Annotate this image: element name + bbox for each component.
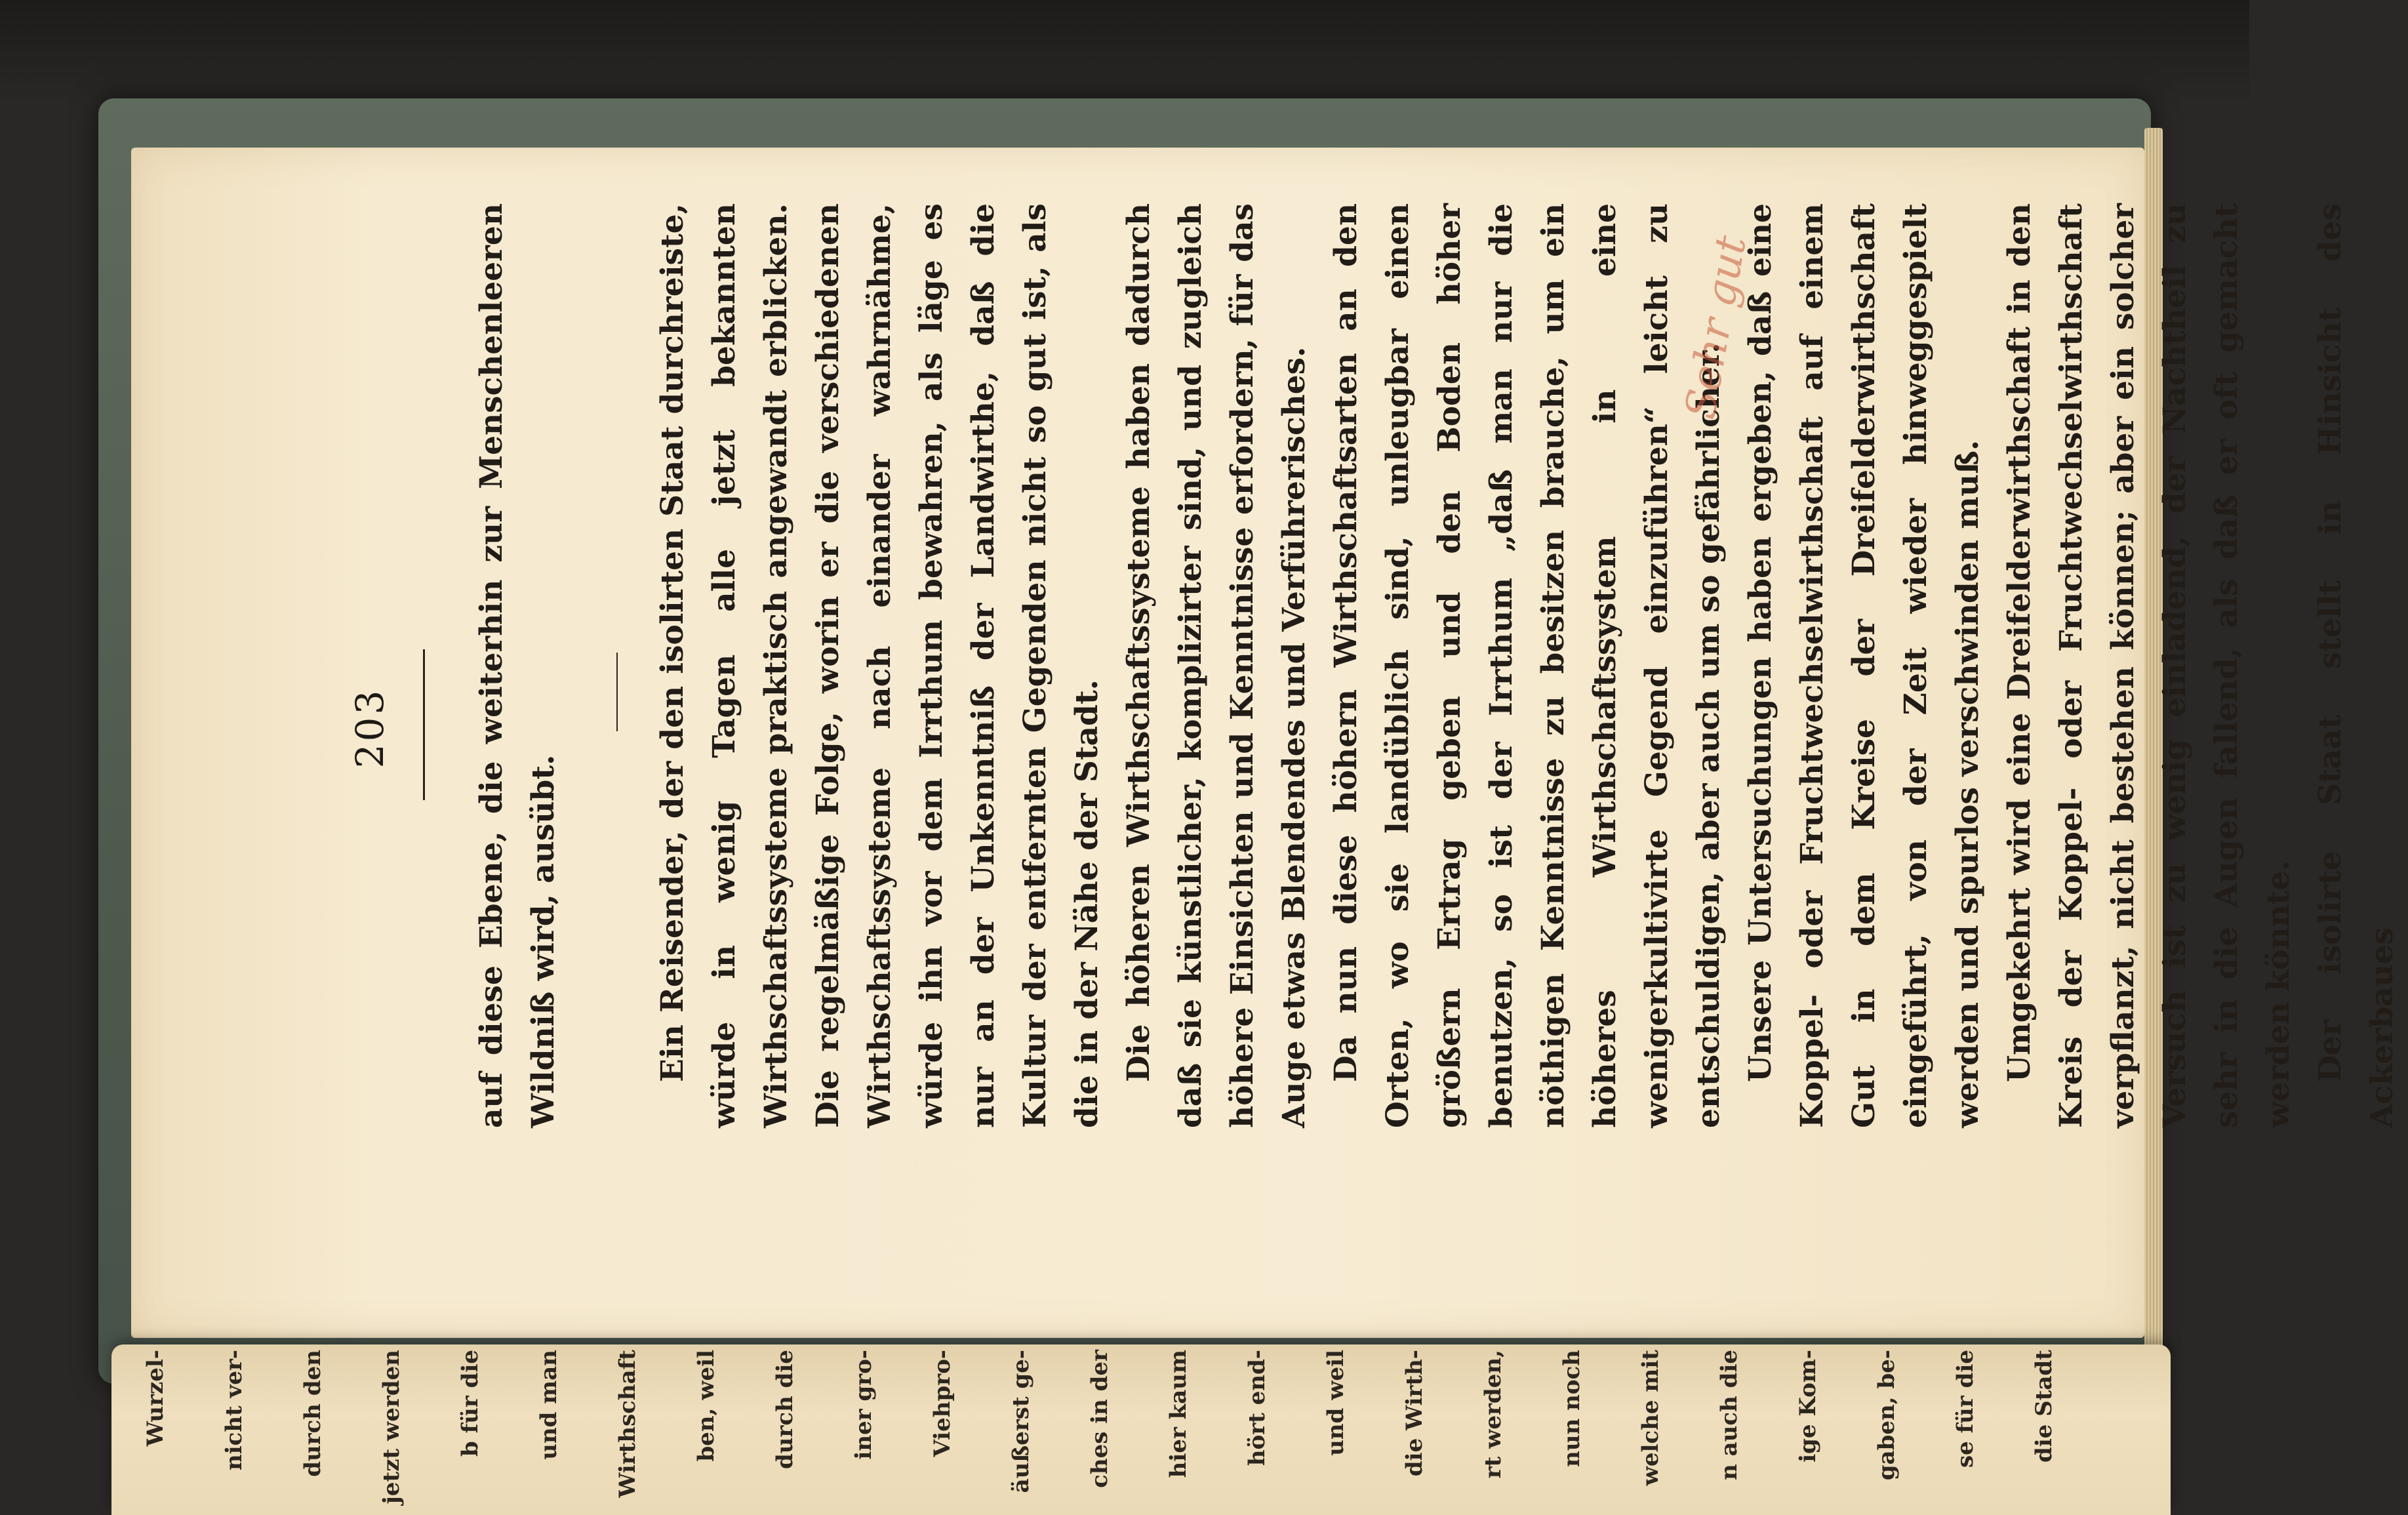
facing-line: Wurzel- <box>142 1350 169 1447</box>
facing-line: gaben, be- <box>1874 1350 1900 1481</box>
facing-line: Viehpro- <box>929 1350 955 1457</box>
page-number: 203 <box>348 687 392 769</box>
page-text-block <box>131 148 2400 1338</box>
facing-line: welche mit <box>1637 1350 1664 1486</box>
facing-line: jetzt werden <box>378 1350 405 1505</box>
facing-line: hört end- <box>1244 1350 1270 1466</box>
paragraph: Da nun diese höhern Wirthschaftsarten an den Orten, wo sie landüblich sind, unleugbar einen größern Ertrag geben und den Boden höher benutzen, so ist der Irrthum „daß man nur die nöthigen Kenntnisse zu besitzen brauche, um ein höheres Wirthschaftssystem in eine wenigerkultivirte Gegend einzuführen“ leicht zu entschuldigen, aber auch um so gefährlicher. <box>1328 203 1727 1128</box>
paragraph: Umgekehrt wird eine Dreifelderwirthschaft in den Kreis der Koppel- oder Fruchtwechselwirthschaft verpflanzt, nicht bestehen können; aber ein solcher Versuch ist zu wenig einladend, der Nachtheil zu sehr in die Augen fallend, als daß er oft gemacht werden könnte. <box>2001 203 2297 1128</box>
facing-line: ches in der <box>1087 1350 1113 1488</box>
facing-line: nicht ver- <box>221 1350 247 1471</box>
facing-line: b für die <box>457 1350 483 1457</box>
facing-line: und weil <box>1323 1350 1349 1456</box>
facing-line: durch den <box>300 1350 326 1477</box>
paragraph: Der isolirte Staat stellt in Hinsicht des Ackerbaues <box>2312 203 2400 1128</box>
header-rule <box>423 649 425 800</box>
facing-line: rt werden, <box>1480 1350 1506 1479</box>
facing-line: und man <box>536 1350 562 1460</box>
facing-line: nun noch <box>1559 1350 1585 1467</box>
facing-line: Wirthschaft <box>614 1350 641 1498</box>
paragraph: Unsere Untersuchungen haben ergeben, daß eine Koppel- oder Fruchtwechselwirthschaft auf einem Gut in dem Kreise der Dreifelderwirthschaft eingeführt, von der Zeit wieder hinweggespielt werden und spurlos verschwinden muß. <box>1742 203 1986 1128</box>
facing-line: ben, weil <box>693 1350 719 1462</box>
facing-line: ige Kom- <box>1795 1350 1821 1463</box>
handwritten-note: Sehr gut <box>1676 232 1756 423</box>
paragraph: Die höheren Wirthschaftssysteme haben dadurch daß sie künstlicher, komplizirter sind, und zugleich höhere Einsichten und Kenntnisse erfordern, für das Auge etwas Blendendes und Verführerisches. <box>1121 203 1312 1128</box>
dark-backdrop <box>0 0 2249 105</box>
facing-line: die Stadt <box>2031 1350 2057 1463</box>
facing-page-text <box>111 1344 2171 1505</box>
facing-line: se für die <box>1952 1350 1978 1468</box>
facing-line: durch die <box>772 1350 798 1469</box>
facing-line: n auch die <box>1716 1350 1742 1480</box>
facing-line: iner gro- <box>851 1350 877 1460</box>
facing-line: äußerst ge- <box>1008 1350 1034 1493</box>
paragraph: Ein Reisender, der den isolirten Staat durchreiste, würde in wenig Tagen alle jetzt bekannten Wirthschaftssysteme praktisch angewandt erblicken. Die regelmäßige Folge, worin er die verschiedenen Wirthschaftssysteme nach einander wahrnähme, würde ihn vor dem Irrthum bewahren, als läge es nur an der Unkenntniß der Landwirthe, daß die Kultur der entfernten Gegenden nicht so gut ist, als die in der Nähe der Stadt. <box>654 203 1105 1128</box>
facing-line: die Wirth- <box>1401 1350 1428 1477</box>
facing-line: hier kaum <box>1165 1350 1192 1478</box>
paragraph: auf diese Ebene, die weiterhin zur Menschenleeren Wildniß wird, ausübt. <box>473 203 561 1128</box>
body-text <box>466 203 2408 1128</box>
section-rule <box>616 653 618 731</box>
